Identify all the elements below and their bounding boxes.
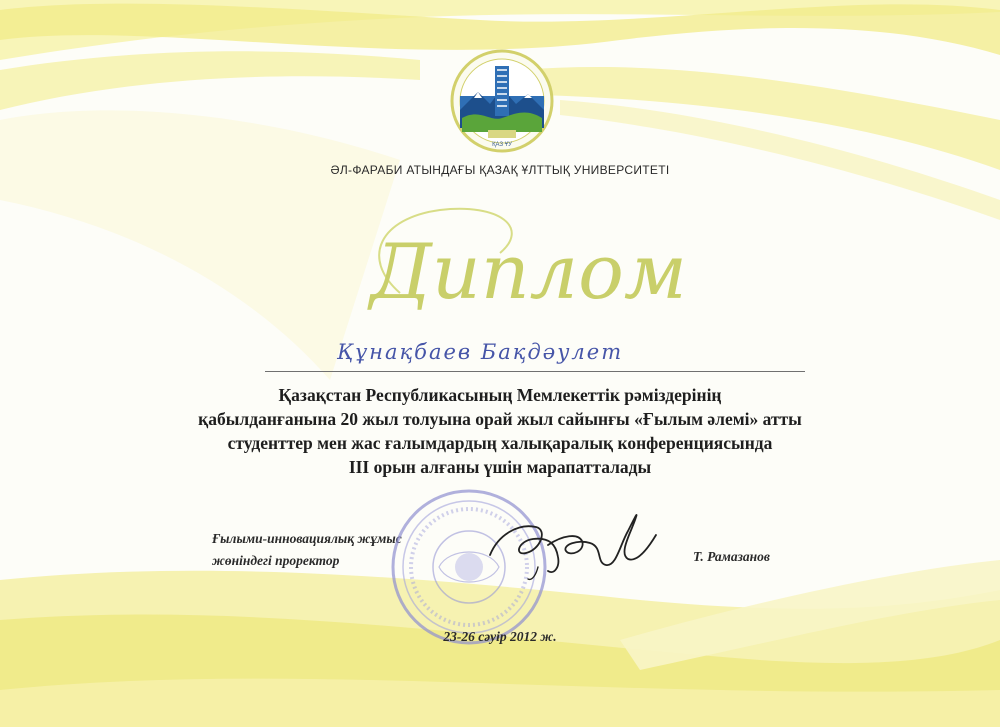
signer-name: Т. Рамазанов xyxy=(693,549,770,564)
citation-line: ІІІ орын алғаны үшін марапатталады xyxy=(348,457,652,477)
university-name: ӘЛ-ФАРАБИ АТЫНДАҒЫ ҚАЗАҚ ҰЛТТЫҚ УНИВЕРСИТЕТІ xyxy=(330,163,670,177)
logo-text: ҚАЗ ҰУ xyxy=(492,142,512,148)
event-date: 23-26 сәуір 2012 ж. xyxy=(443,629,557,644)
svg-text:Диплом: Диплом xyxy=(370,227,687,316)
citation-line: Қазақстан Республикасының Мемлекеттік рәміздерінің xyxy=(278,385,722,405)
signer-title xyxy=(212,528,402,572)
recipient-name: Құнақбаев Бақдәулет xyxy=(336,340,624,364)
signer-title-line: жөніндегі проректор xyxy=(212,553,340,568)
handwritten-signature xyxy=(478,505,678,585)
university-emblem-icon xyxy=(450,48,554,154)
citation-line: студенттер мен жас ғалымдардың халықаралық конференциясында xyxy=(227,433,773,453)
signer-title-line: Ғылыми-инновациялық жұмыс xyxy=(212,531,402,546)
recipient-underline xyxy=(265,371,805,372)
diploma-title xyxy=(300,198,700,318)
citation-line: қабылданғанына 20 жыл толуына орай жыл сайынғы «Ғылым әлемі» атты xyxy=(198,409,802,429)
award-citation xyxy=(140,383,860,479)
